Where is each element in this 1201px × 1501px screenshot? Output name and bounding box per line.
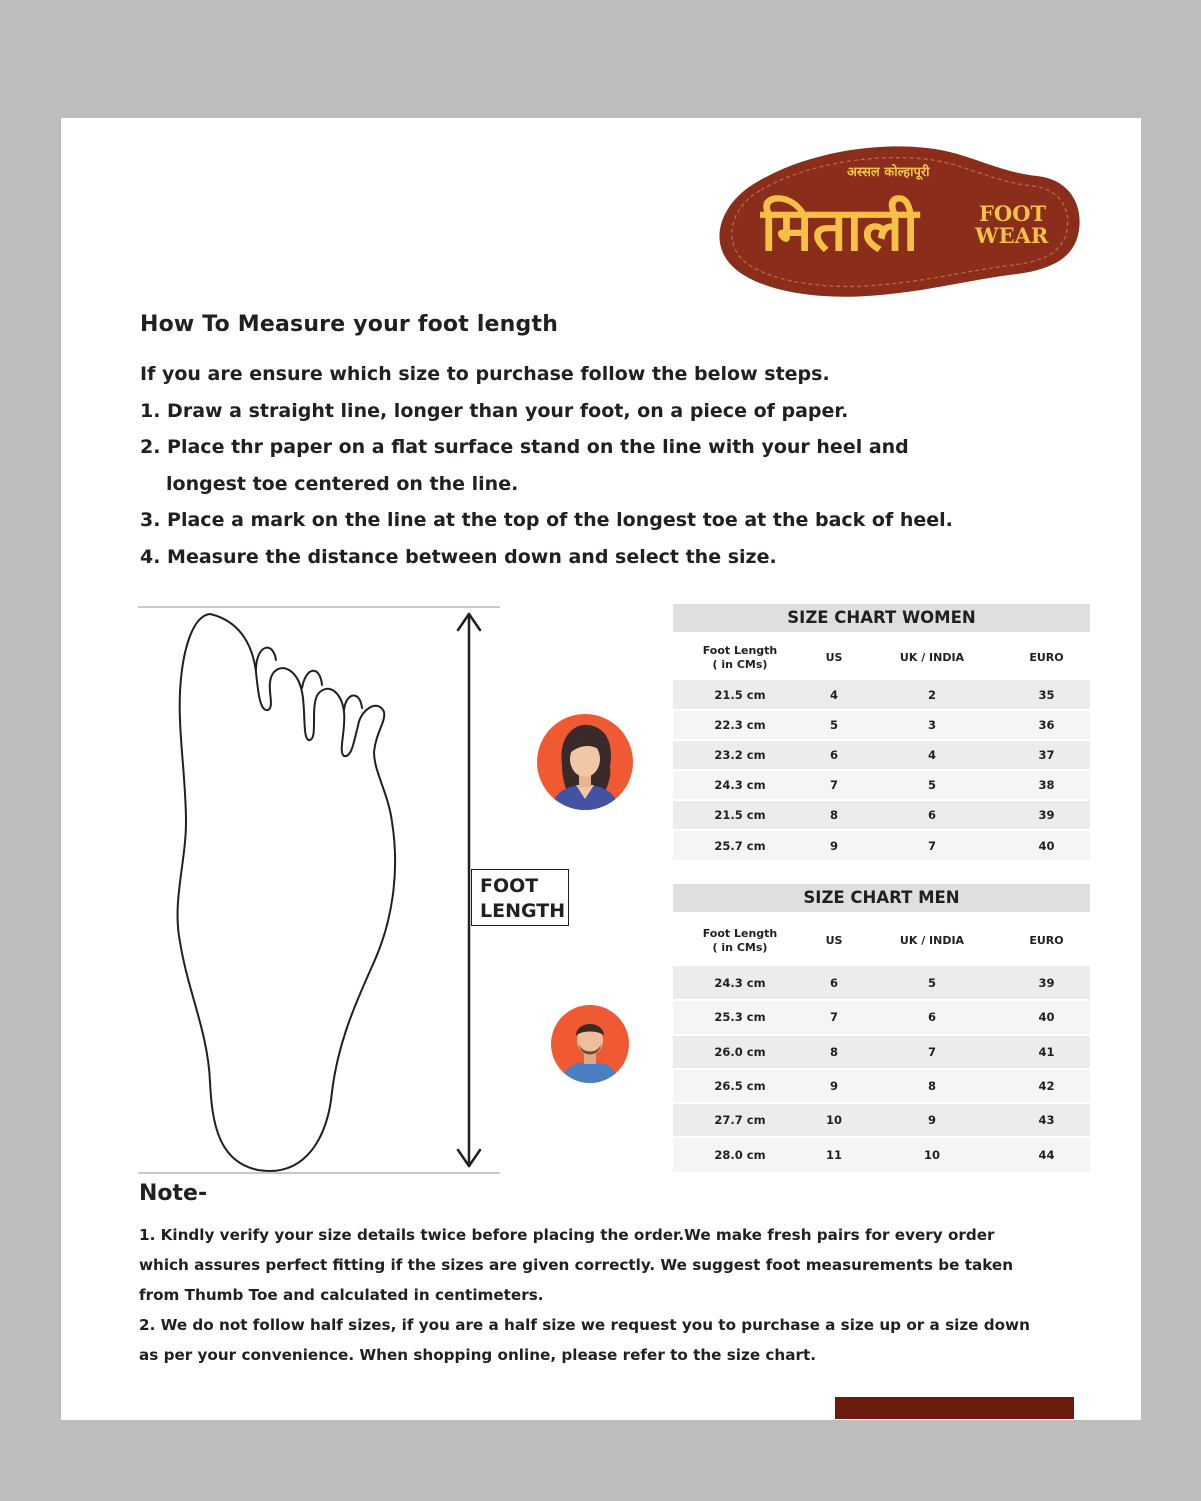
step-1: 1. Draw a straight line, longer than your foot, on a piece of paper. [140,399,849,422]
instructions-intro: If you are ensure which size to purchase follow the below steps. [140,363,830,385]
cell-cm: 21.5 cm [673,680,807,710]
cell-euro: 36 [1003,710,1090,740]
cell-us: 5 [807,710,861,740]
table-row [673,740,1090,770]
cell-uk: 4 [861,740,1003,770]
cell-uk: 7 [861,830,1003,860]
cell-us: 4 [807,680,861,710]
women-header-foot-length-line2: ( in CMs) [712,658,768,671]
women-header-foot-length-line1: Foot Length [702,644,778,657]
cell-cm: 21.5 cm [673,800,807,830]
cell-uk: 2 [861,680,1003,710]
men-header-foot-length-line1: Foot Length [702,927,778,940]
note-item-2: 2. We do not follow half sizes, if you are a half size we request you to purchase a size up or a size down as per your convenience. When shopping online, please refer to the size chart. [139,1316,1030,1364]
table-row [673,830,1090,860]
cell-euro: 35 [1003,680,1090,710]
cell-us: 7 [807,1000,861,1034]
cell-euro: 39 [1003,966,1090,1000]
cell-uk: 10 [861,1137,1003,1171]
women-chart-title: SIZE CHART WOMEN [673,604,1090,632]
note-list [139,1220,1039,1370]
cell-uk: 5 [861,770,1003,800]
step-2: 2. Place thr paper on a flat surface stand on the line with your heel and [140,436,909,459]
step-2-continued: longest toe centered on the line. [166,472,519,495]
cell-cm: 23.2 cm [673,740,807,770]
cell-us: 9 [807,1069,861,1103]
men-header-row [673,916,1090,966]
cell-uk: 6 [861,1000,1003,1034]
note-item-1: 1. Kindly verify your size details twice before placing the order.We make fresh pairs for every order which assures perfect fitting if the sizes are given correctly. We suggest foot measurements be taken from Thumb Toe and calculated in centimeters. [139,1226,1014,1304]
foot-length-label-line2: LENGTH [480,900,566,922]
note-title: Note- [139,1181,208,1206]
cell-euro: 37 [1003,740,1090,770]
logo-brand-name: मिताली [761,195,919,265]
cell-cm: 25.7 cm [673,830,807,860]
cell-euro: 41 [1003,1035,1090,1069]
table-row [673,1103,1090,1137]
men-header-us: US [825,934,843,947]
foot-length-label-line1: FOOT [480,875,539,897]
cell-uk: 7 [861,1035,1003,1069]
table-row [673,710,1090,740]
cell-euro: 39 [1003,800,1090,830]
cell-euro: 38 [1003,770,1090,800]
instructions-title: How To Measure your foot length [140,312,559,337]
men-chart-title: SIZE CHART MEN [673,884,1090,912]
table-row [673,1035,1090,1069]
woman-avatar-icon [536,713,634,811]
cell-us: 6 [807,966,861,1000]
step-3: 3. Place a mark on the line at the top of the longest toe at the back of heel. [140,509,953,532]
cell-euro: 43 [1003,1103,1090,1137]
cell-us: 6 [807,740,861,770]
foot-outline-icon [178,614,396,1171]
footer-accent-bar [835,1397,1074,1419]
cell-us: 7 [807,770,861,800]
table-row [673,966,1090,1000]
logo-foot-text: FOOT [979,201,1047,226]
table-row [673,1000,1090,1034]
cell-us: 11 [807,1137,861,1171]
cell-us: 8 [807,800,861,830]
cell-uk: 6 [861,800,1003,830]
women-header-foot-length [673,636,807,680]
brand-logo [717,142,1085,298]
instruction-steps [140,356,953,576]
cell-euro: 40 [1003,1000,1090,1034]
women-header-row [673,636,1090,680]
cell-cm: 26.0 cm [673,1035,807,1069]
cell-euro: 44 [1003,1137,1090,1171]
foot-length-label [471,869,569,926]
logo-wear-text: WEAR [975,223,1049,248]
logo-small-text: अस्सल कोल्हापूरी [847,165,930,180]
men-header-foot-length [673,916,807,966]
table-row [673,680,1090,710]
step-4: 4. Measure the distance between down and select the size. [140,545,777,568]
cell-us: 8 [807,1035,861,1069]
cell-us: 10 [807,1103,861,1137]
cell-euro: 42 [1003,1069,1090,1103]
cell-uk: 5 [861,966,1003,1000]
cell-euro: 40 [1003,830,1090,860]
cell-cm: 24.3 cm [673,770,807,800]
cell-cm: 24.3 cm [673,966,807,1000]
men-header-euro: EURO [1029,934,1064,947]
men-header-uk: UK / INDIA [899,934,965,947]
table-row [673,800,1090,830]
table-row [673,1137,1090,1171]
cell-cm: 22.3 cm [673,710,807,740]
men-size-chart [673,884,1090,1172]
cell-cm: 27.7 cm [673,1103,807,1137]
cell-uk: 8 [861,1069,1003,1103]
foot-diagram [138,600,502,1178]
cell-uk: 9 [861,1103,1003,1137]
man-avatar-icon [550,1004,630,1084]
cell-cm: 26.5 cm [673,1069,807,1103]
women-header-uk: UK / INDIA [899,651,965,664]
women-header-euro: EURO [1029,651,1064,664]
cell-cm: 25.3 cm [673,1000,807,1034]
women-header-us: US [825,651,843,664]
men-header-foot-length-line2: ( in CMs) [712,941,768,954]
cell-uk: 3 [861,710,1003,740]
table-row [673,1069,1090,1103]
cell-cm: 28.0 cm [673,1137,807,1171]
cell-us: 9 [807,830,861,860]
table-row [673,770,1090,800]
women-size-chart [673,604,1090,860]
